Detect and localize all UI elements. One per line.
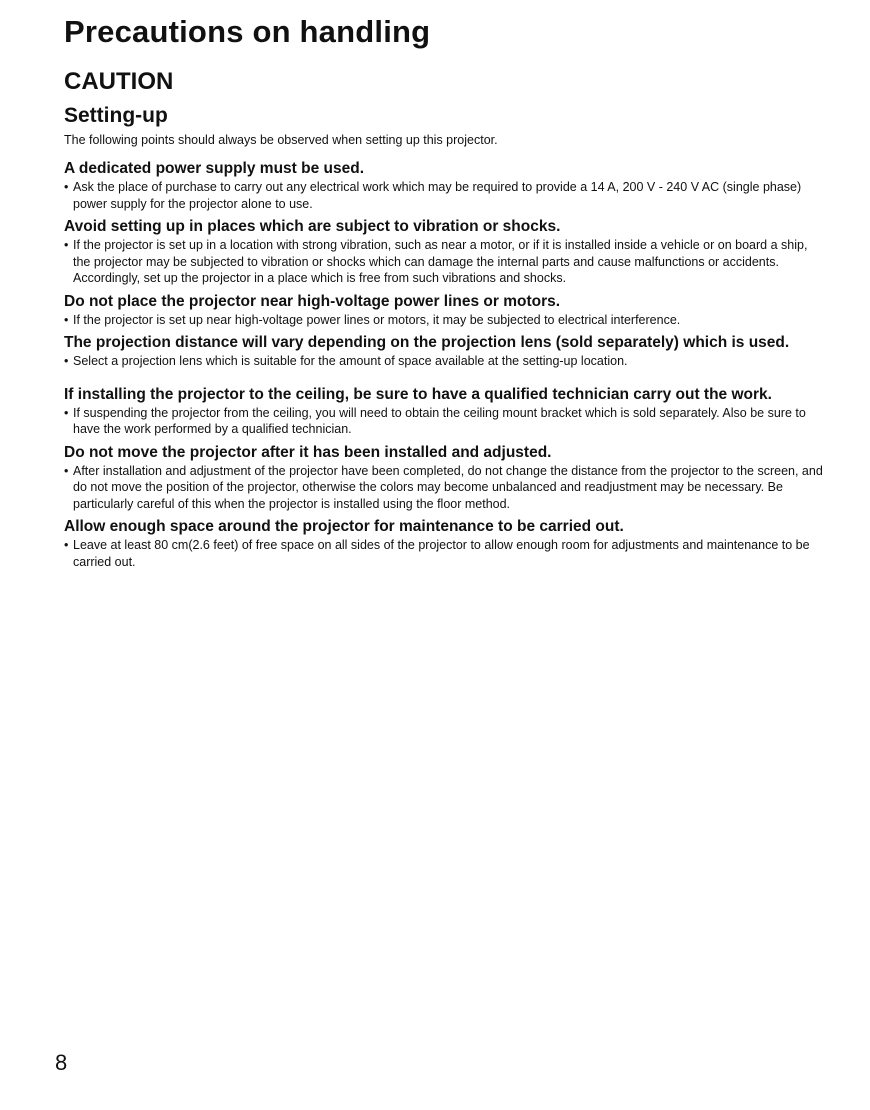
intro-text: The following points should always be observed when setting up this projector. bbox=[64, 133, 498, 147]
bullet-item bbox=[64, 237, 824, 287]
bullet-item bbox=[64, 353, 824, 370]
section-heading: A dedicated power supply must be used. bbox=[64, 160, 365, 177]
bullet-text: Ask the place of purchase to carry out any electrical work which may be required to provide a 14 A, 200 V - 240 V AC (single phase) power supply for the projector alone to use. bbox=[73, 180, 802, 211]
bullet-text: If suspending the projector from the ceiling, you will need to obtain the ceiling mount bracket which is sold separately. Also be sure to have the work performed by a qualified technician. bbox=[73, 405, 806, 436]
bullet-text: Select a projection lens which is suitable for the amount of space available at the setting-up location. bbox=[73, 354, 628, 368]
bullet-text: If the projector is set up near high-voltage power lines or motors, it may be subjected to electrical interference. bbox=[73, 312, 681, 327]
page-title: Precautions on handling bbox=[64, 14, 431, 49]
bullet-icon: • bbox=[64, 538, 69, 552]
bullet-icon: • bbox=[64, 354, 69, 368]
section-heading: Do not place the projector near high-voltage power lines or motors. bbox=[64, 292, 561, 310]
bullet-icon: • bbox=[64, 463, 69, 478]
bullet-icon: • bbox=[64, 180, 69, 194]
bullet-text: If the projector is set up in a location with strong vibration, such as near a motor, or if it is installed inside a vehicle or on board a ship, the projector may be subjected to vibration or shocks which can damage the internal parts and cause malfunctions or accidents. Accordingly, set up the projector in a place which is free from such vibrations and shocks. bbox=[73, 238, 808, 285]
bullet-text: Leave at least 80 cm(2.6 feet) of free space on all sides of the projector to allow enough room for adjustments and maintenance to be carried out. bbox=[73, 538, 810, 569]
section-heading: The projection distance will vary depending on the projection lens (sold separately) which is used. bbox=[64, 334, 790, 351]
section-projection-distance bbox=[64, 334, 824, 370]
bullet-item bbox=[64, 312, 824, 329]
bullet-item bbox=[64, 405, 824, 438]
section-maintenance-space bbox=[64, 518, 824, 570]
section-heading: Allow enough space around the projector for maintenance to be carried out. bbox=[64, 518, 624, 535]
section-high-voltage bbox=[64, 293, 824, 329]
bullet-text: After installation and adjustment of the projector have been completed, do not change the distance from the projector to the screen, and do not move the position of the projector, otherwise the colors may become unbalanced and readjustment may be necessary. Be particularly careful of this when the projector is installed using the floor method. bbox=[73, 463, 823, 511]
bullet-item bbox=[64, 179, 824, 212]
page-number: 8 bbox=[55, 1050, 68, 1075]
caution-heading: CAUTION bbox=[64, 68, 174, 95]
document-page bbox=[64, 14, 824, 570]
bullet-item bbox=[64, 463, 824, 513]
bullet-icon: • bbox=[64, 238, 69, 252]
bullet-icon: • bbox=[64, 312, 69, 327]
bullet-icon: • bbox=[64, 405, 69, 420]
bullet-item bbox=[64, 537, 824, 570]
section-heading: If installing the projector to the ceiling, be sure to have a qualified technician carry out the work. bbox=[64, 385, 772, 403]
setting-up-heading: Setting-up bbox=[64, 104, 168, 127]
section-vibration bbox=[64, 218, 824, 287]
section-power-supply bbox=[64, 160, 824, 212]
section-heading: Do not move the projector after it has been installed and adjusted. bbox=[64, 443, 552, 461]
section-ceiling-install bbox=[64, 386, 824, 438]
section-do-not-move bbox=[64, 444, 824, 513]
section-heading: Avoid setting up in places which are subject to vibration or shocks. bbox=[64, 218, 561, 235]
